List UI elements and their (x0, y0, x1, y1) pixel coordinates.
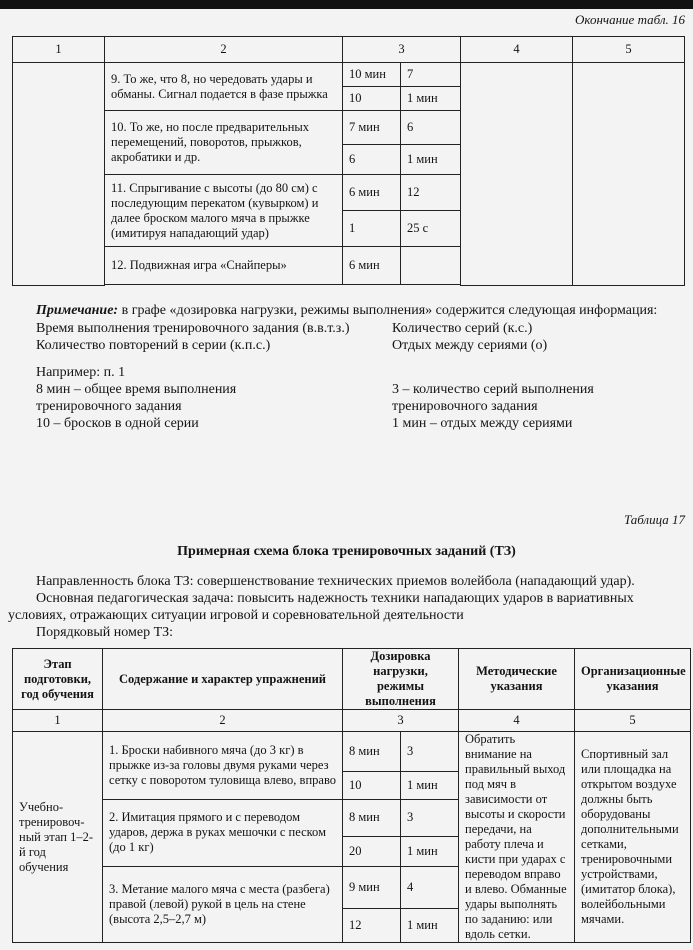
dose-reps: 10 (343, 87, 401, 111)
exercise-text: 10. То же, но после предварительных перемещений, поворотов, прыжков, акробатики и др. (105, 111, 343, 175)
main-task: Основная педагогическая задача: повысить надежность техники нападающих ударов в вариативных условиях, отражающих ситуации игровой и соревновательной деятельности (8, 591, 634, 623)
note-label: Примечание: (36, 303, 119, 318)
table-17 (12, 648, 691, 943)
note-left-4: 10 – бросков в одной серии (36, 416, 199, 431)
dose-time: 8 мин (343, 800, 401, 837)
column-number-row (13, 710, 691, 732)
exercise-text: 11. Спрыгивание с высоты (до 80 см) с последующим перекатом (кувырком) и далее броском малого мяча в прыжке (имитируя нападающий удар) (105, 175, 343, 247)
dose-rest: 1 мин (401, 145, 461, 175)
note-left-1: Время выполнения тренировочного задания (в.в.т.з.) (36, 321, 350, 336)
dose-reps: 20 (343, 836, 401, 866)
note-right-4: 1 мин – отдых между сериями (392, 416, 573, 431)
dose-rest: 1 мин (401, 772, 459, 800)
col-number: 3 (343, 37, 461, 63)
header-dosage: Дозировка нагрузки, режимы выполнения (343, 649, 459, 710)
exercise-text: 9. То же, что 8, но чередовать удары и обманы. Сигнал подается в фазе прыжка (105, 63, 343, 111)
col-number: 2 (103, 710, 343, 732)
col-number: 1 (13, 37, 105, 63)
header-method: Методические указания (459, 649, 575, 710)
table-row (13, 63, 685, 87)
dose-rest: 1 мин (401, 909, 459, 943)
exercise-text: 1. Броски набивного мяча (до 3 кг) в прыжке из-за головы двумя руками через сетку с поворотом туловища влево, вправо (103, 732, 343, 800)
col-number: 4 (461, 37, 573, 63)
dose-rest: 25 с (401, 211, 461, 247)
task-number: Порядковый номер ТЗ: (36, 625, 174, 640)
org-cell: Спортивный зал или площадка на открытом воздухе должны быть оборудованы дополнительными сетками, тренировочными устройствами, (имитатор блока), волейбольными мячами. (575, 732, 691, 943)
header-stage: Этап подготовки, год обучения (13, 649, 103, 710)
exercise-text: 3. Метание малого мяча с места (разбега) правой (левой) рукой в цель на стене (высота 2,5–2,7 м) (103, 866, 343, 943)
dose-time: 9 мин (343, 866, 401, 909)
dose-time: 7 мин (343, 111, 401, 145)
col-number: 5 (573, 37, 685, 63)
table-17-caption: Таблица 17 (623, 512, 685, 527)
dose-series: 12 (401, 175, 461, 211)
header-org: Организационные указания (575, 649, 691, 710)
table-17-title: Примерная схема блока тренировочных заданий (ТЗ) (177, 544, 516, 559)
dose-reps: 1 (343, 211, 401, 247)
note-right-2: Отдых между сериями (о) (392, 338, 548, 353)
dose-time: 6 мин (343, 247, 401, 285)
dose-series: 4 (401, 866, 459, 909)
col-number: 4 (459, 710, 575, 732)
method-cell-empty (461, 63, 573, 286)
header-row (13, 649, 691, 710)
stage-cell: Учебно-тренировоч-ный этап 1–2-й год обучения (13, 732, 103, 943)
block-direction: Направленность блока ТЗ: совершенствование технических приемов волейбола (нападающий удар). (36, 574, 635, 589)
dose-series: 3 (401, 732, 459, 772)
org-cell-empty (573, 63, 685, 286)
table-continuation-caption: Окончание табл. 16 (574, 12, 685, 27)
column-number-row (13, 37, 685, 63)
dose-series: 6 (401, 111, 461, 145)
dose-series: 7 (401, 63, 461, 87)
exercise-text: 2. Имитация прямого и с переводом ударов, держа в руках мешочки с песком (до 1 кг) (103, 800, 343, 867)
dose-rest: 1 мин (401, 87, 461, 111)
method-cell: Обратить внимание на правильный выход под мяч в зависимости от высоты и скорости передачи, на работу плеча и кисти при ударах с переводом вправо и влево. Обманные удары выполнять по заданию: или вдоль сетки. (459, 732, 575, 943)
table-16 (12, 36, 685, 286)
dose-time: 10 мин (343, 63, 401, 87)
note-right-3: 3 – количество серий выполнения тренировочного задания (392, 382, 594, 414)
dose-reps: 6 (343, 145, 401, 175)
note-example: Например: п. 1 (36, 365, 126, 380)
note-left-2: Количество повторений в серии (к.п.с.) (36, 338, 271, 353)
col-number: 2 (105, 37, 343, 63)
table-row (13, 732, 691, 772)
note-intro-text: в графе «дозировка нагрузки, режимы выполнения» содержится следующая информация: (118, 303, 658, 318)
note-right-1: Количество серий (к.с.) (392, 321, 533, 336)
note-intro (36, 302, 686, 319)
dose-time: 8 мин (343, 732, 401, 772)
note-left-3: 8 мин – общее время выполнения тренировочного задания (36, 382, 237, 414)
col-number: 5 (575, 710, 691, 732)
col-number: 3 (343, 710, 459, 732)
col-number: 1 (13, 710, 103, 732)
dose-reps: 12 (343, 909, 401, 943)
dose-reps: 10 (343, 772, 401, 800)
scan-top-edge (0, 0, 693, 9)
dose-rest: 1 мин (401, 836, 459, 866)
exercise-text: 12. Подвижная игра «Снайперы» (105, 247, 343, 285)
dose-series (401, 247, 461, 285)
dose-series: 3 (401, 800, 459, 837)
stage-cell-empty (13, 63, 105, 286)
dose-time: 6 мин (343, 175, 401, 211)
header-content: Содержание и характер упражнений (103, 649, 343, 710)
